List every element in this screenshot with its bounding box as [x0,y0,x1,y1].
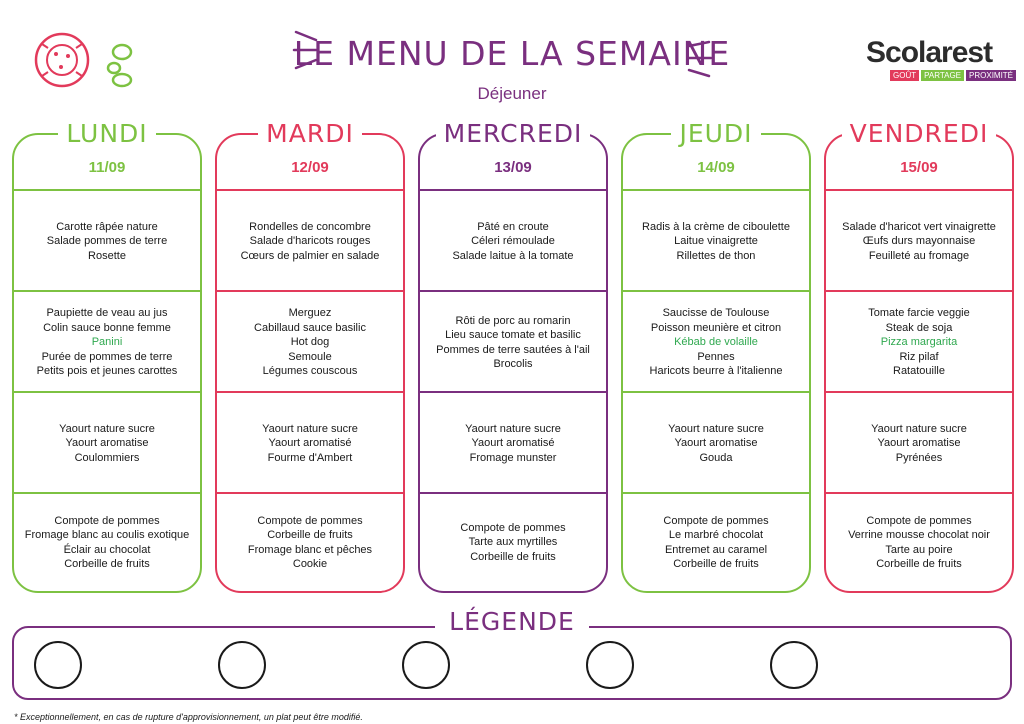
day-name-text: MERCREDI [436,119,591,148]
menu-item: Corbeille de fruits [267,529,353,541]
menu-item: Rôti de porc au romarin [455,314,571,327]
menu-item: Yaourt aromatisé [471,437,555,450]
menu-item: Radis à la crème de ciboulette [642,220,790,233]
menu-item: Compote de pommes [54,514,160,527]
menu-item: Riz pilaf [899,350,939,363]
menu-item: Verrine mousse chocolat noir [848,529,990,541]
menu-item: Yaourt aromatise [65,437,149,450]
menu-item: Compote de pommes [460,521,566,534]
menu-item: Lieu sauce tomate et basilic [445,329,581,341]
day-date: 13/09 [494,159,532,176]
menu-item: Compote de pommes [257,514,363,527]
menu-item: Brocolis [493,358,533,370]
menu-item: Yaourt nature sucre [59,422,155,435]
legend-title-text: LÉGENDE [435,607,589,636]
day-date: 14/09 [697,159,735,176]
main-section [828,292,1010,393]
menu-item: Fourme d'Ambert [267,451,353,464]
menu-item: Poisson meunière et citron [650,321,782,334]
menu-item: Fromage blanc au coulis exotique [24,529,190,541]
menu-item: Salade d'haricot vert vinaigrette [842,220,996,233]
day-column-3 [621,119,811,593]
menu-item: Compote de pommes [663,514,769,527]
menu-item: Rosette [88,249,126,262]
main-section [625,292,807,393]
meal-subtitle: Déjeuner [477,84,547,103]
dessert-section [16,494,198,591]
menu-item: Yaourt aromatise [877,437,961,450]
menu-item: Corbeille de fruits [673,558,759,570]
day-column-1 [215,119,405,593]
menu-item: Pyrénées [895,451,943,464]
menu-item: Salade laitue à la tomate [452,249,574,262]
legend-circle [770,641,818,689]
menu-item: Yaourt nature sucre [262,422,358,435]
day-name-text: MARDI [258,119,362,148]
menu-item: Coulommiers [74,451,140,464]
menu-item: Corbeille de fruits [64,558,150,570]
legend-title [0,607,1024,636]
starter-section [219,191,401,292]
menu-item: Rillettes de thon [676,249,756,262]
legend-circle [218,641,266,689]
day-column-2 [418,119,608,593]
page-title: LE MENU DE LA SEMAINE [293,34,731,73]
dessert-section [828,494,1010,591]
menu-item: Éclair au chocolat [63,543,151,556]
menu-item: Salade pommes de terre [46,235,168,248]
day-date: 12/09 [291,159,329,176]
logo-tagline [890,70,1016,81]
menu-item: Kébab de volaille [674,336,758,349]
day-name [215,119,405,148]
menu-item: Tarte au poire [885,543,953,556]
logo-name: Scolarest [866,36,993,69]
menu-item: Légumes couscous [262,365,358,378]
menu-item: Céleri rémoulade [471,235,555,248]
menu-item: Feuilleté au fromage [868,249,970,262]
menu-item: Fromage blanc et pêches [247,543,373,556]
menu-item: Hot dog [290,336,330,349]
menu-item: Rondelles de concombre [249,220,371,233]
starter-section [422,191,604,292]
menu-item: Yaourt nature sucre [668,422,764,435]
menu-item: Œufs durs mayonnaise [862,235,976,248]
day-column-4 [824,119,1014,593]
main-section [219,292,401,393]
menu-item: Pâté en croute [477,220,549,233]
menu-item: Pennes [697,350,735,363]
menu-item: Gouda [699,451,733,464]
dairy-section [828,393,1010,494]
menu-item: Yaourt nature sucre [871,422,967,435]
menu-item: Corbeille de fruits [876,558,962,570]
menu-item: Steak de soja [885,321,953,334]
dairy-section [422,393,604,494]
menu-item: Colin sauce bonne femme [43,321,171,334]
day-column-0 [12,119,202,593]
menu-item: Haricots beurre à l'italienne [649,365,783,378]
dairy-section [625,393,807,494]
day-name [824,119,1014,148]
menu-item: Panini [91,336,123,349]
menu-item: Cœurs de palmier en salade [240,249,380,262]
dairy-section [16,393,198,494]
day-name-text: JEUDI [671,119,760,148]
day-name [12,119,202,148]
menu-item: Fromage munster [469,451,557,464]
menu-item: Pizza margarita [880,336,958,349]
menu-item: Pommes de terre sautées à l'ail [436,343,590,356]
menu-item: Cookie [292,558,328,570]
menu-item: Yaourt nature sucre [465,422,561,435]
legend-circle [586,641,634,689]
brand-logo [866,36,1014,92]
menu-item: Yaourt aromatise [674,437,758,450]
legend-circle [34,641,82,689]
day-name [418,119,608,148]
day-date: 11/09 [88,159,126,176]
starter-section [828,191,1010,292]
legend-circle [402,641,450,689]
starter-section [625,191,807,292]
menu-item: Saucisse de Toulouse [662,307,770,320]
main-section [422,292,604,393]
menu-item: Carotte râpée nature [56,220,158,233]
main-section [16,292,198,393]
menu-item: Compote de pommes [866,514,972,527]
menu-item: Cabillaud sauce basilic [254,321,366,334]
dessert-section [422,494,604,591]
menu-item: Le marbré chocolat [668,529,764,541]
dessert-section [219,494,401,591]
menu-item: Laitue vinaigrette [674,235,758,248]
menu-item: Ratatouille [893,365,945,378]
legend-box [12,626,1012,700]
footnote: * Exceptionnellement, en cas de rupture d'approvisionnement, un plat peut être modifié. [14,712,363,722]
menu-item: Purée de pommes de terre [41,350,173,363]
dairy-section [219,393,401,494]
menu-item: Merguez [288,307,332,320]
day-name [621,119,811,148]
logo-tag-2: PARTAGE [921,70,964,81]
starter-section [16,191,198,292]
day-date: 15/09 [900,159,938,176]
logo-tag-1: GOÛT [890,70,919,81]
day-name-text: LUNDI [58,119,155,148]
menu-item: Corbeille de fruits [470,550,556,563]
menu-item: Entremet au caramel [664,543,768,556]
logo-tag-3: PROXIMITÉ [966,70,1016,81]
menu-item: Salade d'haricots rouges [249,235,371,248]
day-name-text: VENDREDI [842,119,997,148]
menu-item: Petits pois et jeunes carottes [36,365,178,378]
dessert-section [625,494,807,591]
menu-item: Paupiette de veau au jus [46,307,168,320]
menu-item: Tarte aux myrtilles [468,536,558,549]
menu-item: Yaourt aromatisé [268,437,352,450]
menu-item: Tomate farcie veggie [868,307,970,320]
menu-item: Semoule [288,350,332,363]
